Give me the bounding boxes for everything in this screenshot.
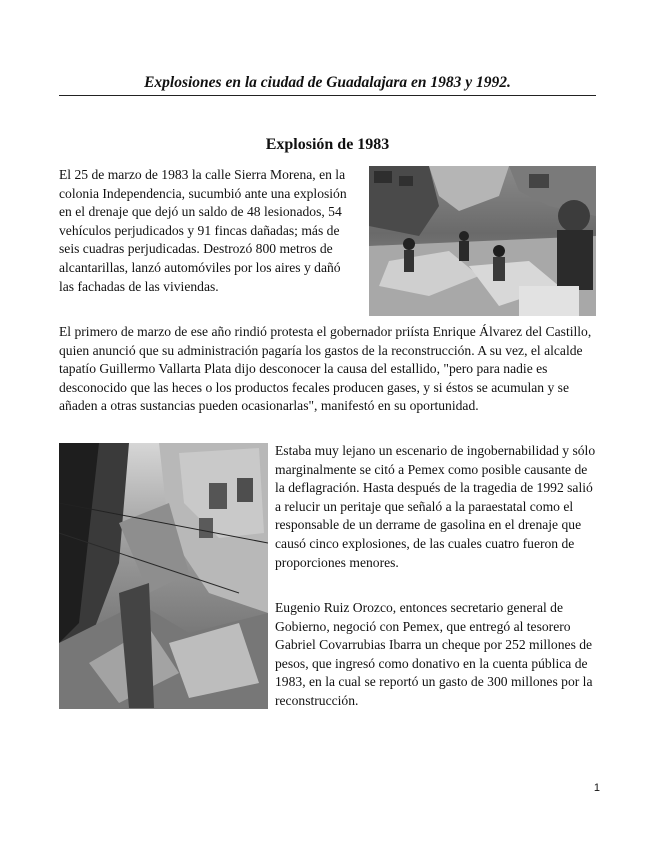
page-header-title: Explosiones en la ciudad de Guadalajara en 1983 y 1992.: [59, 74, 596, 96]
paragraph-explosion-summary: El 25 de marzo de 1983 la calle Sierra Morena, en la colonia Independencia, sucumbió ante una explosión en el drenaje que dejó un saldo de 48 lesionados, 54 vehículos perjudicados y 91 fincas dañadas; más de seis cuadras perjudicadas. Destrozó 800 metros de alcantarillas, lanzó automóviles por los aires y dañó las fachadas de las viviendas.: [59, 167, 347, 294]
collapsed-buildings-photo: [59, 443, 268, 709]
paragraph-governor-response: El primero de marzo de ese año rindió protesta el gobernador priísta Enrique Álvarez del Castillo, quien anunció que su administración pagaría los gastos de la reconstrucción. A su vez, el alcalde tapatío Guillermo Vallarta Plata dijo desconocer la causa del estallido, "pero para nadie es desconocido que las heces o los productos fecales producen gases, y si éstos se acumulan y se añaden a otras sustancias pueden ocasionarlas", manifestó en su oportunidad.: [59, 324, 592, 414]
paragraph-pemex-cause: Estaba muy lejano un escenario de ingobernabilidad y sólo marginalmente se citó a Pemex como posible causante de la deflagración. Hasta después de la tragedia de 1992 salió a relucir un peritaje que señaló a la paraestatal como el responsable de un derrame de gasolina en el drenaje que causó cinco explosiones, de las cuales cuatro fueron de proporciones menores.: [275, 443, 596, 570]
explosion-street-photo: [369, 166, 596, 316]
section-title: Explosión de 1983: [265, 136, 390, 153]
page-number: 1: [593, 782, 600, 794]
paragraph-pemex-payment: Eugenio Ruiz Orozco, entonces secretario general de Gobierno, negoció con Pemex, que entregó al tesorero Gabriel Covarrubias Ibarra un cheque por 252 millones de pesos, que ingresó como donativo en la cuenta pública de 1983, en la cual se reportó un gasto de 300 millones por la reconstrucción.: [275, 600, 593, 708]
